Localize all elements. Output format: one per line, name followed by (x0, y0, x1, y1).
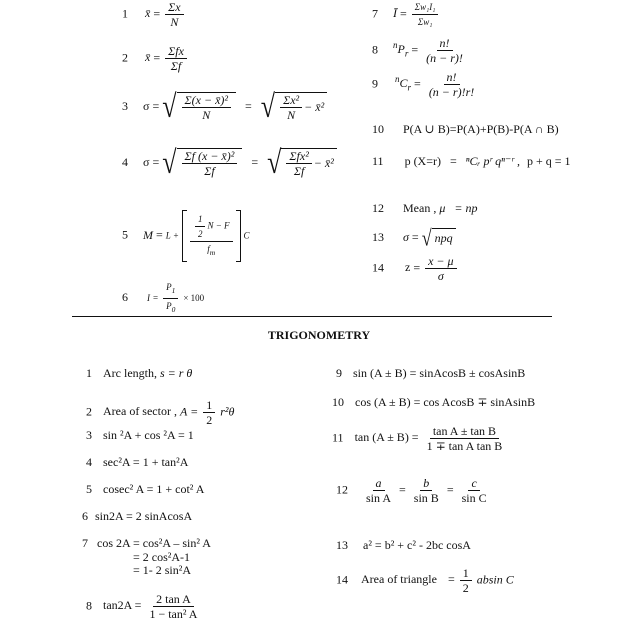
formula-lhs: x̄ (145, 50, 151, 65)
radical-sign: √ (162, 144, 177, 181)
formula-tail: r²θ (220, 404, 235, 419)
denominator: (n − r)! (426, 51, 463, 65)
formula-number: 12 (336, 482, 348, 497)
denominator: (n − r)!r! (428, 85, 475, 99)
trig-formula-7 (82, 536, 211, 551)
trig-formula-3 (86, 428, 194, 443)
numerator: Σfx (165, 44, 187, 59)
numerator: tan A ± tan B (430, 424, 499, 439)
numerator: 2 tan A (153, 592, 194, 607)
formula-number: 11 (332, 430, 344, 445)
equals-sign: = (449, 154, 457, 168)
trig-formula-7-line-2: = 2 cos²A-1 (133, 550, 191, 564)
fraction (459, 476, 490, 505)
formula-text: Area of triangle (361, 572, 437, 587)
numerator: Σx (165, 0, 183, 15)
term: × 100 (183, 293, 205, 304)
fraction (165, 0, 183, 29)
denominator: 2 (197, 229, 203, 239)
denominator: σ (437, 269, 444, 283)
equals-sign: = (245, 98, 252, 113)
formula-lhs: P (397, 42, 405, 57)
denominator: Σf (170, 59, 182, 73)
formula-number: 6 (82, 509, 88, 523)
fraction (146, 592, 200, 621)
formula-lhs: z (405, 260, 411, 275)
formula-lhs: tan2A = (103, 598, 142, 613)
section-heading: TRIGONOMETRY (267, 328, 371, 342)
term: N − F (207, 220, 230, 231)
term: f (207, 244, 210, 254)
trig-formula-5 (86, 482, 204, 497)
denominator: P (166, 300, 172, 311)
formula-number: 6 (122, 290, 128, 305)
numerator: Σfx² (286, 149, 311, 164)
formula-number: 14 (372, 260, 384, 275)
formula-number: 1 (86, 366, 92, 380)
fraction (165, 44, 187, 73)
formula-text: Mean , (403, 201, 437, 215)
fraction (411, 476, 442, 505)
term: − x̄² (313, 156, 334, 170)
numerator: a (373, 476, 385, 491)
formula-4 (122, 144, 337, 181)
equals-sign: = (447, 572, 455, 587)
trig-formula-10 (332, 395, 535, 410)
formula-lhs: σ (143, 154, 150, 169)
denominator: Σw₁ (417, 17, 433, 27)
formula-number: 11 (372, 154, 384, 168)
trig-formula-14 (336, 566, 514, 595)
formula-6 (122, 280, 204, 317)
formula-number: 5 (86, 482, 92, 496)
formula-text: P(A ∪ B)=P(A)+P(B)-P(A ∩ B) (403, 122, 559, 136)
radical-sign: √ (421, 225, 432, 251)
radical-sign: √ (267, 144, 282, 181)
subscript: 1 (171, 285, 176, 295)
trig-formula-12 (336, 476, 492, 505)
numerator: P (166, 282, 172, 292)
equals-sign: = (400, 6, 407, 21)
formula-rhs: s = r θ (159, 366, 193, 380)
numerator: x − μ (425, 254, 456, 269)
superscript: n (393, 40, 398, 51)
radical-sign: √ (162, 88, 177, 125)
formula-3 (122, 88, 327, 125)
formula-number: 9 (336, 366, 342, 380)
formula-11 (372, 154, 571, 169)
formula-lhs: M (143, 227, 153, 242)
mu-symbol: μ (439, 201, 446, 215)
formula-text: cosec² A = 1 + cot² A (103, 482, 205, 496)
numerator: 1 (195, 212, 206, 227)
formula-7 (372, 0, 440, 29)
numerator: Σw₁I₁ (412, 0, 439, 15)
trig-formula-8 (86, 592, 202, 621)
formula-1 (122, 0, 186, 29)
section-divider (72, 316, 552, 317)
denominator: N (202, 108, 211, 122)
formula-2 (122, 44, 189, 73)
numerator: 1 (203, 398, 215, 413)
formula-number: 8 (86, 598, 92, 613)
formula-13 (372, 225, 456, 251)
formula-5 (122, 210, 250, 262)
trig-formula-1 (86, 366, 192, 381)
formula-line: cos 2A = cos²A – sin² A (97, 536, 211, 550)
formula-number: 10 (332, 395, 344, 409)
formula-lhs: C (399, 76, 408, 91)
fraction (363, 476, 394, 505)
sqrt-expression (267, 144, 337, 181)
equals-sign: = (153, 50, 161, 65)
term: − x̄² (304, 100, 325, 114)
radicand: npq (432, 228, 456, 248)
radical-sign: √ (260, 88, 276, 125)
formula-text: sin (A ± B) = sinAcosB ± cosAsinB (353, 366, 526, 380)
formula-number: 2 (122, 50, 128, 65)
denominator: 2 (462, 581, 469, 595)
formula-text: sin2A = 2 sinAcosA (95, 509, 193, 523)
formula-number: 3 (86, 428, 92, 442)
subscript: m (209, 247, 216, 257)
formula-number: 7 (372, 6, 378, 21)
numerator: n! (437, 36, 453, 51)
trig-formula-2 (86, 398, 234, 427)
fraction (460, 566, 472, 595)
denominator: sin C (461, 491, 487, 505)
formula-number: 5 (122, 227, 128, 242)
formula-number: 4 (86, 455, 92, 469)
formula-rhs: ⁿCᵣ pʳ qⁿ⁻ʳ , (465, 154, 520, 168)
equals-sign: = (156, 227, 163, 242)
fraction (190, 212, 233, 260)
formula-lhs: Ī (393, 6, 397, 21)
formula-text: sin ²A + cos ²A = 1 (103, 428, 194, 442)
trig-formula-7-line-3: = 1- 2 sin²A (133, 563, 192, 577)
sqrt-expression (162, 88, 236, 125)
formula-number: 14 (336, 572, 348, 587)
numerator: Σf (x − x̄)² (182, 149, 238, 164)
formula-text: cos (A ± B) = cos AcosB ∓ sinAsinB (355, 395, 536, 409)
equals-sign: = (152, 98, 160, 113)
sqrt-expression (260, 88, 327, 125)
equals-sign: = (251, 154, 259, 169)
fraction (426, 70, 477, 99)
denominator: 2 (206, 413, 213, 427)
denominator: sin A (366, 491, 392, 505)
numerator: c (468, 476, 479, 491)
formula-12 (372, 201, 477, 216)
formula-9 (372, 70, 479, 99)
fraction (424, 424, 506, 453)
formula-number: 1 (122, 6, 128, 21)
formula-text: Arc length, (103, 366, 157, 380)
formula-number: 10 (372, 122, 384, 136)
equals-sign: = (411, 42, 419, 57)
superscript: n (395, 74, 400, 85)
denominator: Σf (293, 164, 305, 178)
formula-14 (372, 254, 459, 283)
fraction (163, 280, 178, 317)
trig-formula-9 (336, 366, 525, 381)
denominator: N (287, 108, 296, 122)
trig-formula-4 (86, 455, 188, 470)
formula-number: 13 (372, 229, 384, 244)
formula-number: 3 (122, 98, 128, 113)
fraction (425, 254, 456, 283)
equals-sign: = (411, 229, 419, 244)
formula-10 (372, 122, 559, 137)
formula-rhs: = np (454, 201, 478, 215)
equals-sign: = (413, 260, 421, 275)
formula-number: 9 (372, 76, 378, 91)
formula-number: 8 (372, 42, 378, 57)
term: C (243, 230, 250, 241)
fraction (412, 0, 439, 29)
numerator: Σx² (280, 93, 302, 108)
subscript: r (407, 82, 412, 93)
sqrt-expression (162, 144, 242, 181)
formula-lhs: A = (179, 404, 199, 419)
denominator: N (170, 15, 179, 29)
numerator: Σ(x − x̄)² (182, 93, 231, 108)
formula-tail: p + q = 1 (526, 154, 571, 168)
equals-sign: = (446, 482, 454, 497)
fraction (423, 36, 466, 65)
formula-number: 2 (86, 404, 92, 419)
trig-formula-11 (332, 424, 507, 453)
trig-formula-6 (82, 509, 192, 524)
term: L + (165, 230, 179, 241)
subscript: 0 (171, 304, 176, 314)
formula-number: 12 (372, 201, 384, 215)
numerator: 1 (460, 566, 472, 581)
trig-formula-13 (336, 538, 471, 553)
equals-sign: = (153, 293, 159, 304)
formula-number: 7 (82, 536, 88, 550)
equals-sign: = (414, 76, 421, 91)
formula-8 (372, 36, 468, 65)
fraction (203, 398, 215, 427)
equals-sign: = (152, 154, 160, 169)
formula-text: a² = b² + c² - 2bc cosA (363, 538, 471, 552)
formula-number: 13 (336, 538, 348, 552)
equals-sign: = (399, 482, 406, 497)
formula-number: 4 (122, 154, 128, 169)
bracket-expression (182, 210, 241, 262)
formula-lhs: tan (A ± B) = (354, 430, 419, 445)
formula-lhs: I (147, 293, 150, 304)
formula-tail: absin C (476, 572, 514, 587)
formula-text: sec²A = 1 + tan²A (103, 455, 189, 469)
formula-lhs: p (X=r) (404, 154, 441, 168)
denominator: 1 − tan² A (149, 607, 198, 621)
numerator: b (420, 476, 432, 491)
denominator: Σf (204, 164, 215, 178)
equals-sign: = (153, 6, 161, 21)
formula-lhs: σ (403, 229, 409, 244)
formula-text: Area of sector , (103, 404, 177, 419)
formula-lhs: x̄ (145, 6, 151, 21)
sqrt-expression (421, 225, 456, 251)
subscript: r (404, 48, 409, 59)
denominator: 1 ∓ tan A tan B (426, 439, 503, 453)
numerator: n! (444, 70, 460, 85)
denominator: sin B (413, 491, 439, 505)
formula-lhs: σ (143, 98, 150, 113)
